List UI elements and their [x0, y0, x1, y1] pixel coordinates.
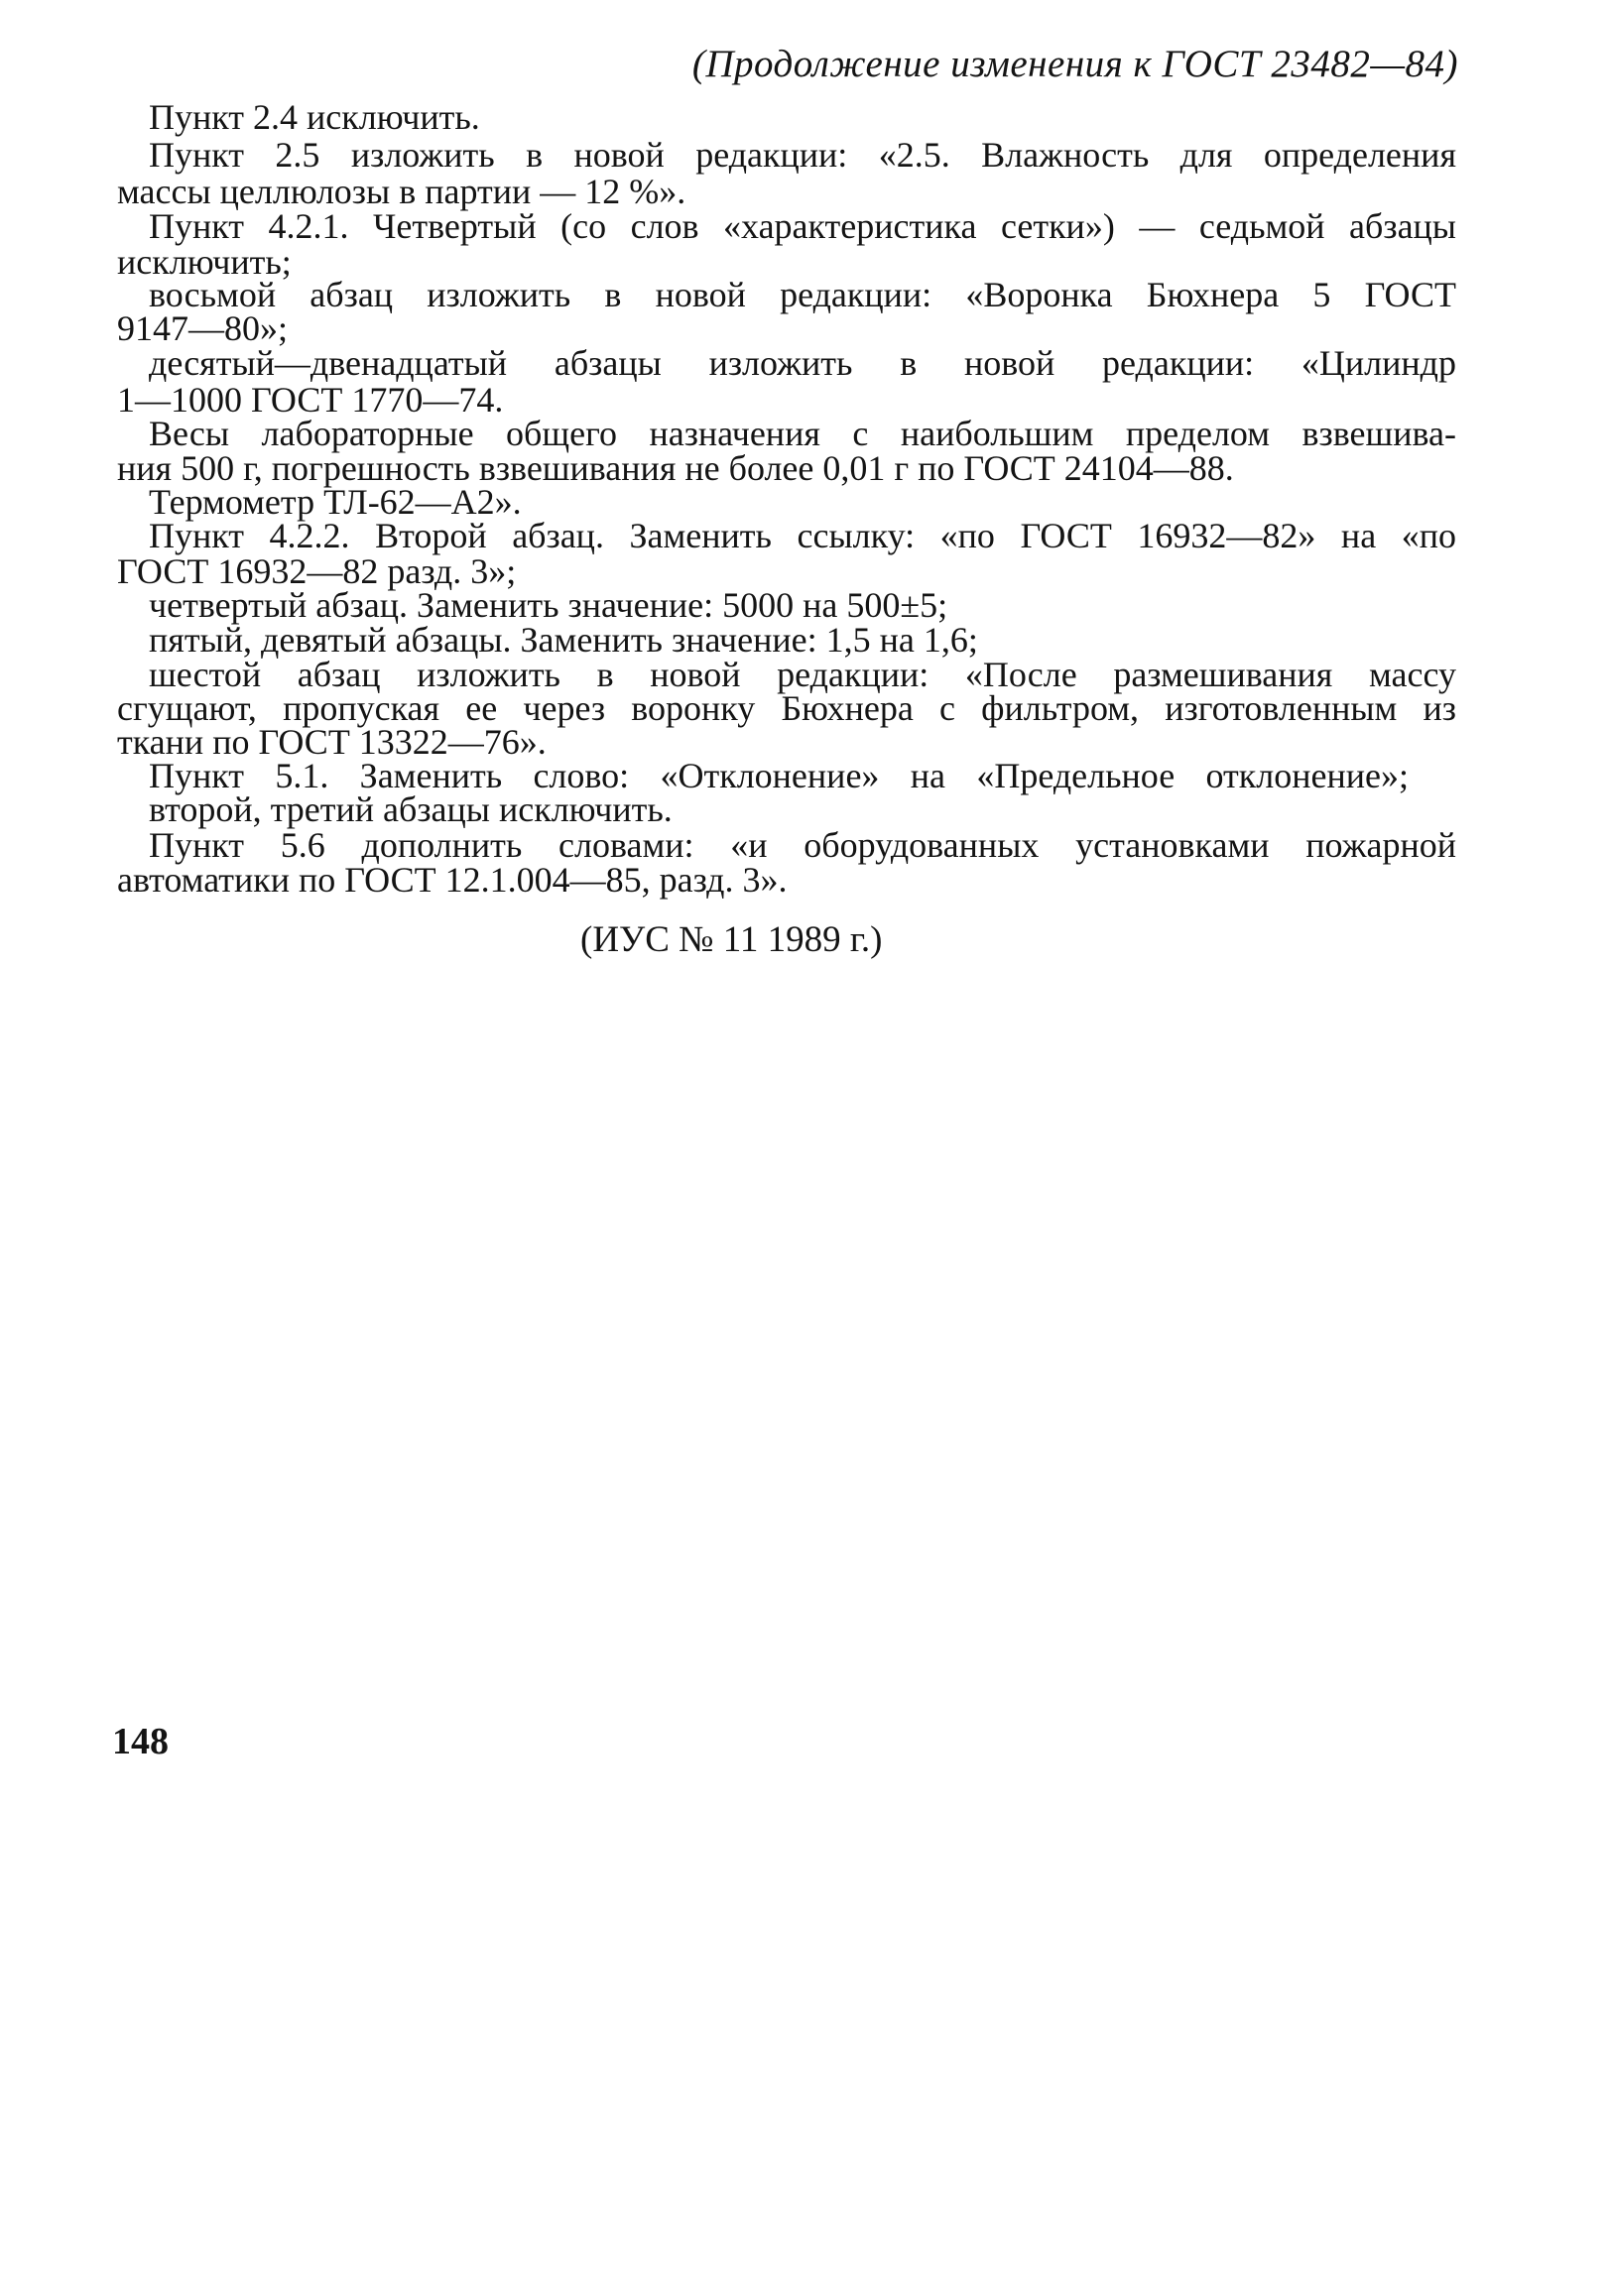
text-line: Пункт 5.1. Заменить слово: «Отклонение» на «Предельное отклонение»;: [149, 756, 1409, 795]
text-line: Пункт 2.5 изложить в новой редакции: «2.5. Влажность для определения: [149, 135, 1456, 175]
running-header: (Продолжение изменения к ГОСТ 23482—84): [691, 43, 1458, 85]
text-line: исключить;: [117, 242, 292, 282]
text-line: массы целлюлозы в партии — 12 %».: [117, 172, 686, 211]
text-line: шестой абзац изложить в новой редакции: «После размешивания массу: [149, 655, 1456, 694]
text-line: пятый, девятый абзацы. Заменить значение: 1,5 на 1,6;: [149, 620, 978, 660]
text-line: ткани по ГОСТ 13322—76».: [117, 722, 547, 762]
text-line: ния 500 г, погрешность взвешивания не более 0,01 г по ГОСТ 24104—88.: [117, 448, 1234, 488]
text-line: 9147—80»;: [117, 308, 289, 348]
page-number: 148: [112, 1721, 169, 1762]
text-line: автоматики по ГОСТ 12.1.004—85, разд. 3».: [117, 860, 788, 900]
text-line: второй, третий абзацы исключить.: [149, 789, 673, 829]
text-line: сгущают, пропуская ее через воронку Бюхнера с фильтром, изготовленным из: [117, 688, 1456, 728]
catalog-reference: (ИУС № 11 1989 г.): [580, 919, 883, 960]
text-line: Пункт 5.6 дополнить словами: «и оборудованных установками пожарной: [149, 825, 1456, 865]
text-line: Пункт 2.4 исключить.: [149, 97, 480, 137]
text-line: ГОСТ 16932—82 разд. 3»;: [117, 551, 517, 591]
text-line: восьмой абзац изложить в новой редакции: «Воронка Бюхнера 5 ГОСТ: [149, 275, 1456, 314]
text-line: Пункт 4.2.2. Второй абзац. Заменить ссылку: «по ГОСТ 16932—82» на «по: [149, 516, 1456, 555]
text-line: 1—1000 ГОСТ 1770—74.: [117, 380, 504, 420]
text-line: Термометр ТЛ-62—А2».: [149, 482, 522, 522]
text-line: Пункт 4.2.1. Четвертый (со слов «характеристика сетки») — седьмой абзацы: [149, 206, 1456, 246]
text-line: четвертый абзац. Заменить значение: 5000 на 500±5;: [149, 585, 948, 625]
text-line: Весы лабораторные общего назначения с наибольшим пределом взвешива-: [149, 414, 1456, 453]
text-line: десятый—двенадцатый абзацы изложить в новой редакции: «Цилиндр: [149, 343, 1456, 383]
